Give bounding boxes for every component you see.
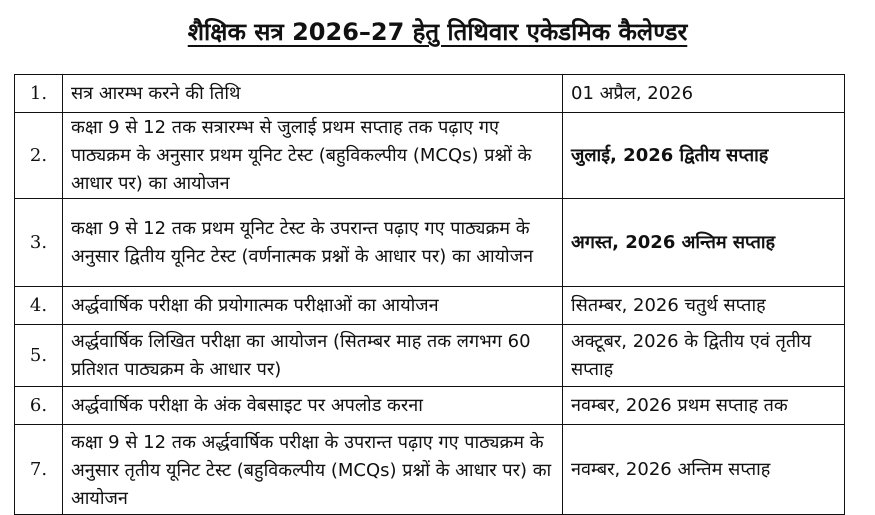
row-serial: 3. — [15, 199, 63, 287]
page-title-text: शैक्षिक सत्र 2026–27 हेतु तिथिवार एकेडमिक कैलेण्डर — [187, 18, 688, 46]
academic-calendar-table — [14, 74, 845, 515]
row-activity: सत्र आरम्भ करने की तिथि — [63, 75, 563, 113]
row-serial: 4. — [15, 287, 63, 325]
row-serial: 7. — [15, 425, 63, 515]
page-title — [0, 14, 875, 50]
row-activity: अर्द्धवार्षिक परीक्षा की प्रयोगात्मक परीक्षाओं का आयोजन — [63, 287, 563, 325]
table-row — [15, 387, 845, 425]
row-date: नवम्बर, 2026 प्रथम सप्ताह तक — [563, 387, 845, 425]
row-date: जुलाई, 2026 द्वितीय सप्ताह — [563, 113, 845, 199]
row-activity: अर्द्धवार्षिक लिखित परीक्षा का आयोजन (सितम्बर माह तक लगभग 60 प्रतिशत पाठ्यक्रम के आधार पर) — [63, 325, 563, 387]
table-row — [15, 287, 845, 325]
table-row — [15, 425, 845, 515]
table-row — [15, 113, 845, 199]
row-activity: कक्षा 9 से 12 तक सत्रारम्भ से जुलाई प्रथम सप्ताह तक पढ़ाए गए पाठ्यक्रम के अनुसार प्रथम यूनिट टेस्ट (बहुविकल्पीय (MCQs) प्रश्नों के आधार पर) का आयोजन — [63, 113, 563, 199]
row-serial: 2. — [15, 113, 63, 199]
table-row — [15, 75, 845, 113]
row-serial: 1. — [15, 75, 63, 113]
row-serial: 5. — [15, 325, 63, 387]
row-date: नवम्बर, 2026 अन्तिम सप्ताह — [563, 425, 845, 515]
row-serial: 6. — [15, 387, 63, 425]
row-date: 01 अप्रैल, 2026 — [563, 75, 845, 113]
table-row — [15, 199, 845, 287]
row-date: अक्टूबर, 2026 के द्वितीय एवं तृतीय सप्ताह — [563, 325, 845, 387]
row-date: सितम्बर, 2026 चतुर्थ सप्ताह — [563, 287, 845, 325]
row-date: अगस्त, 2026 अन्तिम सप्ताह — [563, 199, 845, 287]
row-activity: अर्द्धवार्षिक परीक्षा के अंक वेबसाइट पर अपलोड करना — [63, 387, 563, 425]
table-row — [15, 325, 845, 387]
row-activity: कक्षा 9 से 12 तक अर्द्धवार्षिक परीक्षा के उपरान्त पढ़ाए गए पाठ्यक्रम के अनुसार तृतीय यूनिट टेस्ट (बहुविकल्पीय (MCQs) प्रश्नों के आधार पर) का आयोजन — [63, 425, 563, 515]
row-activity: कक्षा 9 से 12 तक प्रथम यूनिट टेस्ट के उपरान्त पढ़ाए गए पाठ्यक्रम के अनुसार द्वितीय यूनिट टेस्ट (वर्णनात्मक प्रश्नों के आधार पर) का आयोजन — [63, 199, 563, 287]
